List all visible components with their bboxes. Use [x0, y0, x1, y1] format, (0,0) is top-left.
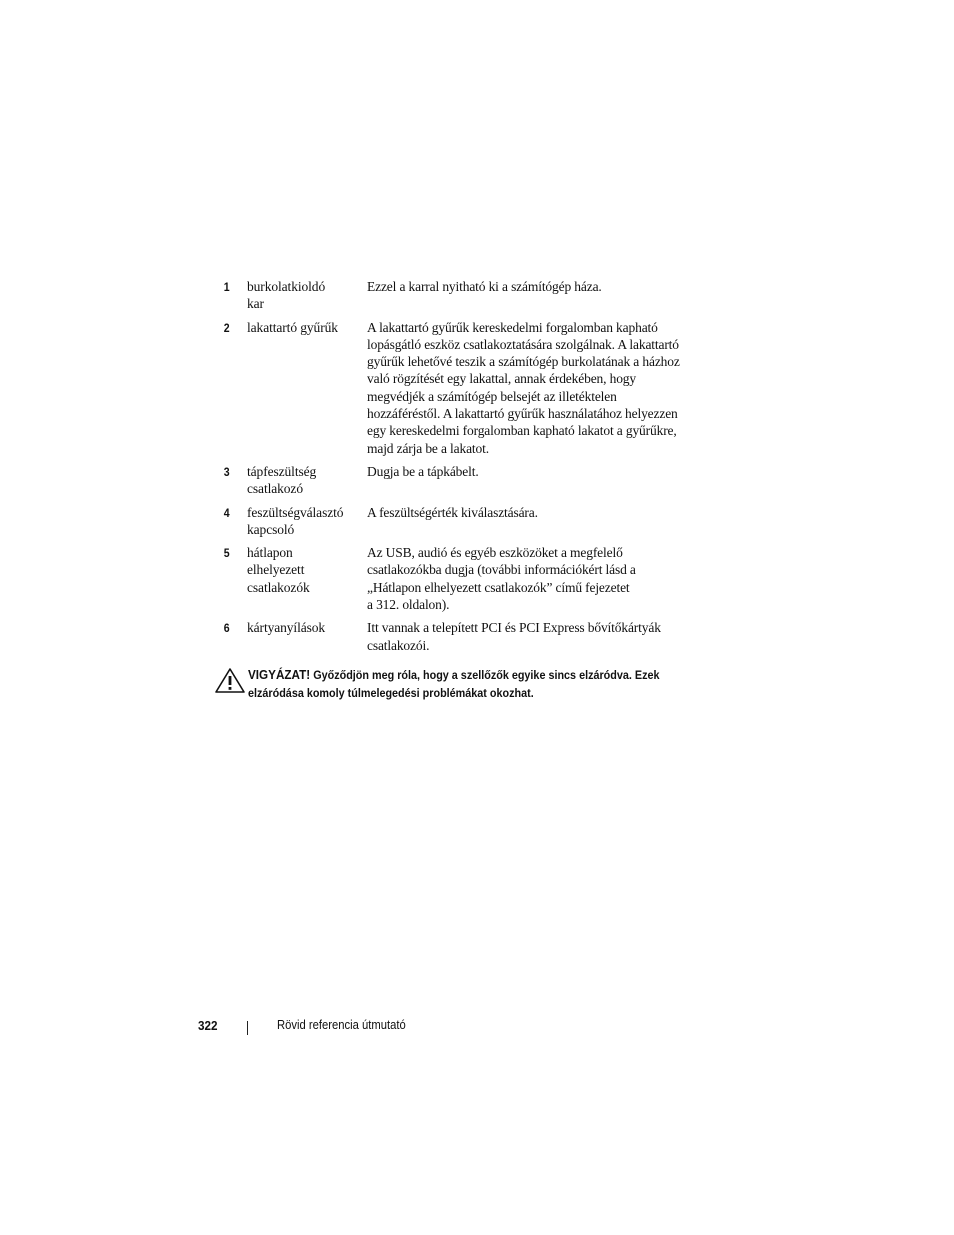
- item-description-line: megvédjék a számítógép belsejét az illetéktelen: [367, 388, 617, 404]
- item-term: [247, 544, 367, 596]
- item-number: 4: [223, 505, 230, 520]
- page-number: 322: [198, 1017, 218, 1033]
- legend-row: [222, 619, 722, 654]
- warning-label: VIGYÁZAT!: [248, 667, 311, 682]
- item-term-line: lakattartó gyűrűk: [247, 319, 338, 335]
- item-description-line: a 312. oldalon).: [367, 597, 450, 613]
- item-term-line: kar: [247, 296, 264, 312]
- item-description-line: majd zárja be a lakatot.: [367, 440, 489, 456]
- legend-row: [222, 504, 722, 539]
- item-description-line: A lakattartó gyűrűk kereskedelmi forgalomban kapható: [367, 319, 658, 335]
- page-footer: [198, 1015, 420, 1035]
- item-description: [367, 619, 722, 654]
- item-term: [247, 278, 367, 313]
- warning-message-line-1: Győződjön meg róla, hogy a szellőzők egyike sincs elzáródva. Ezek: [313, 668, 660, 682]
- legend-row: [222, 319, 722, 457]
- item-term-line: tápfeszültség: [247, 463, 317, 479]
- item-description: [367, 544, 722, 613]
- item-description: [367, 504, 722, 521]
- item-description-line: csatlakozókba dugja (további információkért lásd a: [367, 562, 636, 578]
- item-number: 5: [223, 546, 230, 561]
- item-term-line: kártyanyílások: [247, 620, 326, 636]
- item-description: [367, 319, 722, 457]
- item-term-line: hátlapon: [247, 545, 293, 561]
- warning-notice: [212, 666, 712, 702]
- item-description-line: lopásgátló eszköz csatlakoztatására szolgálnak. A lakattartó: [367, 336, 679, 352]
- item-description-line: A feszültségérték kiválasztására.: [367, 504, 538, 520]
- footer-divider: [247, 1021, 248, 1035]
- item-description-line: gyűrűk lehetővé teszik a számítógép burkolatának a házhoz: [367, 354, 680, 370]
- item-description: [367, 463, 722, 480]
- item-term-line: csatlakozó: [247, 481, 303, 497]
- item-term: [247, 504, 367, 539]
- item-description-line: Az USB, audió és egyéb eszközöket a megfelelő: [367, 545, 623, 561]
- legend-table: [222, 278, 722, 660]
- item-number: 3: [223, 464, 230, 479]
- item-term-line: kapcsoló: [247, 521, 295, 537]
- warning-triangle-icon: [212, 666, 248, 694]
- item-term-line: feszültségválasztó: [247, 504, 344, 520]
- item-description-line: Ezzel a karral nyitható ki a számítógép háza.: [367, 279, 602, 294]
- item-description-line: Dugja be a tápkábelt.: [367, 463, 479, 479]
- item-description-line: Itt vannak a telepített PCI és PCI Express bővítőkártyák: [367, 620, 661, 636]
- item-number: 6: [223, 621, 230, 636]
- item-term-line: csatlakozók: [247, 579, 310, 595]
- warning-text: [248, 666, 660, 702]
- item-term: [247, 463, 367, 498]
- legend-row: [222, 278, 722, 313]
- legend-row: [222, 544, 722, 613]
- item-description-line: hozzáféréstől. A lakattartó gyűrűk használatához helyezzen: [367, 406, 678, 422]
- item-term-line: burkolatkioldó: [247, 279, 326, 294]
- document-title: Rövid referencia útmutató: [277, 1018, 406, 1032]
- item-description: [367, 278, 722, 295]
- item-term: [247, 319, 367, 336]
- item-term-line: elhelyezett: [247, 562, 305, 578]
- item-description-line: csatlakozói.: [367, 637, 430, 653]
- warning-message-line-2: elzáródása komoly túlmelegedési problémákat okozhat.: [248, 686, 534, 700]
- item-description-line: való rögzítését egy lakattal, annak érdekében, hogy: [367, 371, 636, 387]
- item-number: 2: [223, 320, 230, 335]
- item-description-line: „Hátlapon elhelyezett csatlakozók” című fejezetet: [367, 579, 630, 595]
- item-number: 1: [223, 280, 230, 294]
- item-description-line: egy kereskedelmi forgalomban kapható lakatot a gyűrűkre,: [367, 423, 677, 439]
- item-term: [247, 619, 367, 636]
- legend-row: [222, 463, 722, 498]
